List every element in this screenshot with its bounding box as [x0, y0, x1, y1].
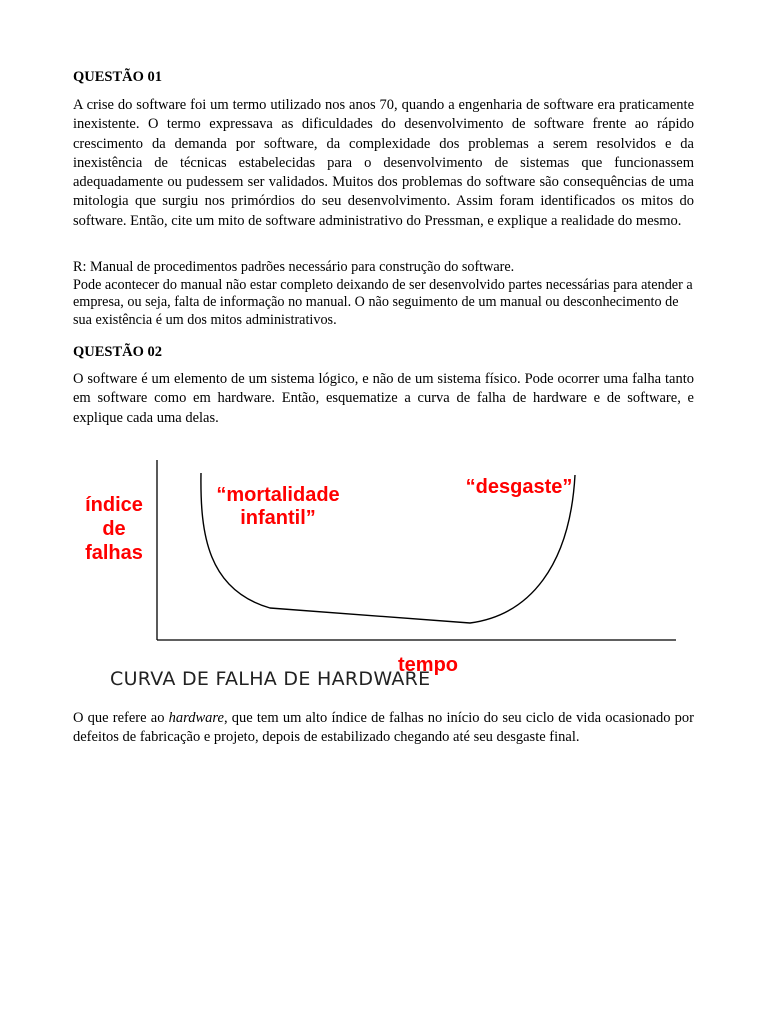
hardware-failure-curve-figure	[60, 455, 700, 695]
infant-mortality-line-1: “mortalidade	[216, 484, 340, 506]
question-02-text: O software é um elemento de um sistema lógico, e não de um sistema físico. Pode ocorrer uma falha tanto em software como em hardware. Então, esquematize a curva de falha de hardware e de software, e explique cada uma delas.	[73, 371, 694, 426]
closing-text-end: , que tem um alto índice de falhas no início do seu ciclo de vida ocasionado por defeitos de fabricação e projeto, depois de estabilizado chegando até seu desgaste final.	[73, 710, 694, 746]
infant-mortality-line-2: infantil”	[240, 507, 316, 529]
x-axis-label: tempo	[398, 654, 458, 676]
question-01-text: A crise do software foi um termo utilizado nos anos 70, quando a engenharia de software era praticamente inexistente. O termo expressava as dificuldades do desenvolvimento de software frente ao rápido crescimento da demanda por software, da complexidade dos problemas a serem resolvidos e da inexistência de técnicas estabelecidas para o desenvolvimento de sistemas que funcionassem adequadamente ou pudessem ser validados. Muitos dos problemas do software são consequências de uma mitologia que surgiu nos primórdios do seu desenvolvimento. Assim foram identificados os mitos do software. Então, cite um mito de software administrativo do Pressman, e explique a realidade do mesmo.	[73, 97, 694, 229]
question-02-heading: QUESTÃO 02	[73, 344, 163, 360]
closing-text-start: O que refere ao	[73, 710, 169, 726]
infant-mortality-label	[208, 484, 348, 530]
closing-emphasis: hardware	[168, 710, 224, 726]
question-01-heading: QUESTÃO 01	[73, 69, 163, 85]
answer-line-2: Pode acontecer do manual não estar completo deixando de ser desenvolvido partes necessárias para atender a empresa, ou seja, falta de informação no manual. O não seguimento de um manual ou desconhecimento de sua existência é um dos mitos administrativos.	[73, 276, 693, 328]
question-01-answer	[73, 259, 694, 329]
y-axis-label-line-3: falhas	[85, 542, 143, 564]
closing-paragraph	[73, 709, 694, 748]
wear-out-label: “desgaste”	[465, 476, 573, 498]
figure-title: CURVA DE FALHA DE HARDWARE	[110, 668, 431, 690]
y-axis-label	[74, 493, 154, 565]
answer-line-1: R: Manual de procedimentos padrões necessário para construção do software.	[73, 259, 515, 275]
y-axis-label-line-1: índice	[85, 494, 143, 516]
y-axis-label-line-2: de	[102, 518, 126, 540]
failure-curve-svg	[60, 455, 700, 695]
